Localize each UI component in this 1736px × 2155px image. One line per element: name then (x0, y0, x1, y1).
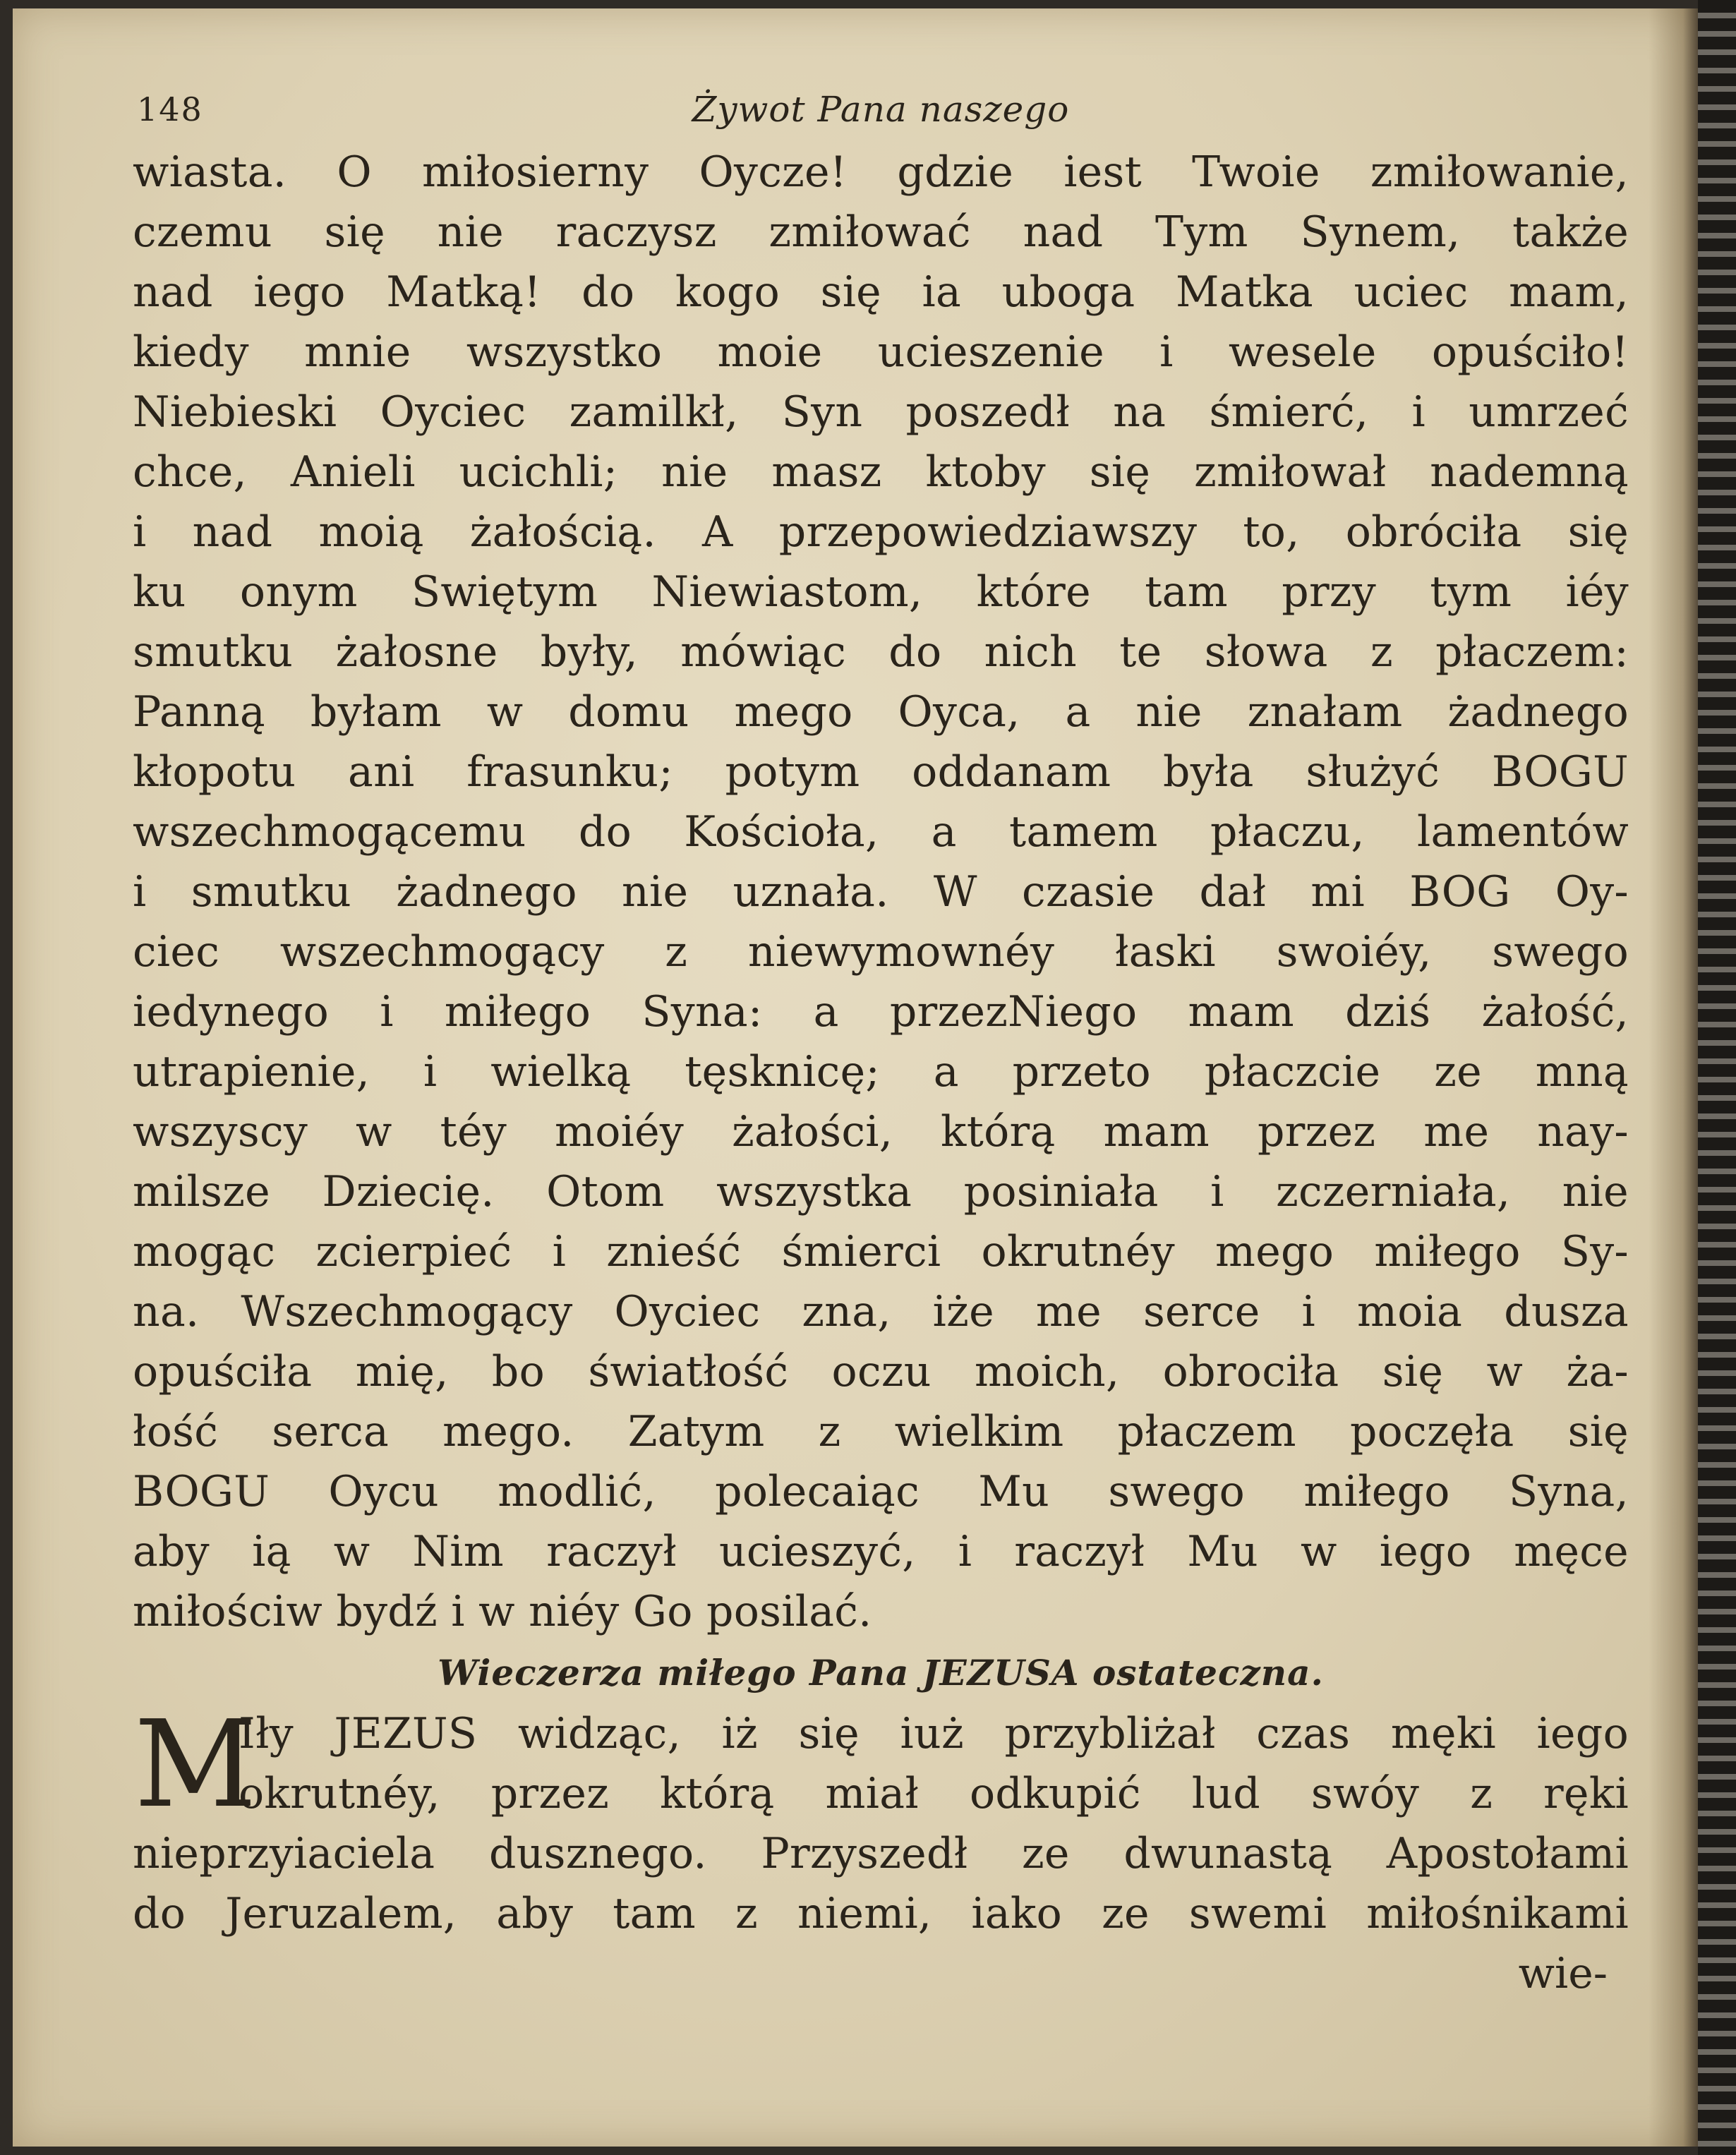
running-title: Żywot Pana naszego (692, 89, 1070, 130)
body-line: Niebieski Oyciec zamilkł, Syn poszedł na śmierć, i umrzeć (133, 387, 1629, 437)
body-line: i nad moią żałością. A przepowiedziawszy to, obróciła się (133, 507, 1629, 557)
body-line: Panną byłam w domu mego Oyca, a nie znałam żadnego (133, 687, 1629, 737)
scan-edge-strip (1698, 0, 1736, 2155)
drop-cap: M (134, 1695, 258, 1835)
body-line: mogąc zcierpieć i znieść śmierci okrutnéy mego miłego Sy- (133, 1227, 1629, 1276)
body-line: łość serca mego. Zatym z wielkim płaczem poczęła się (133, 1407, 1629, 1456)
body-line: i smutku żadnego nie uznała. W czasie dał mi BOG Oy- (133, 867, 1629, 917)
section-paragraph (133, 1695, 1629, 1944)
body-line: kłopotu ani frasunku; potym oddanam była służyć BOGU (133, 747, 1629, 797)
body-line: ku onym Swiętym Niewiastom, które tam przy tym iéy (133, 567, 1629, 617)
body-line: kiedy mnie wszystko moie ucieszenie i wesele opuściło! (133, 327, 1629, 377)
body-line: aby ią w Nim raczył ucieszyć, i raczył Mu w iego męce (133, 1527, 1629, 1576)
book-gutter-shadow (1648, 8, 1698, 2147)
body-line: miłościw bydź i w niéy Go posilać. (133, 1587, 872, 1636)
page-header (133, 86, 1629, 143)
body-line: ciec wszechmogący z niewymownéy łaski swoiéy, swego (133, 927, 1629, 977)
body-line: chce, Anieli ucichli; nie masz ktoby się zmiłował nademną (133, 447, 1629, 497)
body-line: wszyscy w téy moiéy żałości, którą mam przez me nay- (133, 1107, 1629, 1157)
body-line: na. Wszechmogący Oyciec zna, iże me serce i moia dusza (133, 1287, 1629, 1336)
paper-page (13, 8, 1698, 2147)
body-line: okrutnéy, przez którą miał odkupić lud swóy z ręki (239, 1769, 1629, 1818)
body-line: utrapienie, i wielką tęsknicę; a przeto płaczcie ze mną (133, 1047, 1629, 1097)
body-line: wiasta. O miłosierny Oycze! gdzie iest Twoie zmiłowanie, (133, 147, 1629, 197)
text-block (133, 86, 1629, 2004)
body-line: do Jeruzalem, aby tam z niemi, iako ze swemi miłośnikami (133, 1889, 1629, 1938)
body-line: nad iego Matką! do kogo się ia uboga Matka uciec mam, (133, 267, 1629, 317)
body-line: wszechmogącemu do Kościoła, a tamem płaczu, lamentów (133, 807, 1629, 857)
body-line: nieprzyiaciela dusznego. Przyszedł ze dwunastą Apostołami (133, 1829, 1629, 1878)
catchword: wie- (1518, 1949, 1608, 1998)
body-line: smutku żałosne były, mówiąc do nich te słowa z płaczem: (133, 627, 1629, 677)
section-heading: Wieczerza miłego Pana JEZUSA ostateczna. (438, 1652, 1324, 1694)
body-line: milsze Dziecię. Otom wszystka posiniała i zczerniała, nie (133, 1167, 1629, 1217)
body-line: opuściła mię, bo światłość oczu moich, obrociła się w ża- (133, 1347, 1629, 1396)
body-line: BOGU Oycu modlić, polecaiąc Mu swego miłego Syna, (133, 1467, 1629, 1516)
body-paragraph (133, 143, 1629, 1642)
body-line: iedynego i miłego Syna: a przezNiego mam dziś żałość, (133, 987, 1629, 1037)
body-line: Iły JEZUS widząc, iż się iuż przybliżał czas męki iego (239, 1709, 1629, 1758)
body-line: czemu się nie raczysz zmiłować nad Tym Synem, także (133, 207, 1629, 257)
page-number: 148 (137, 90, 203, 128)
